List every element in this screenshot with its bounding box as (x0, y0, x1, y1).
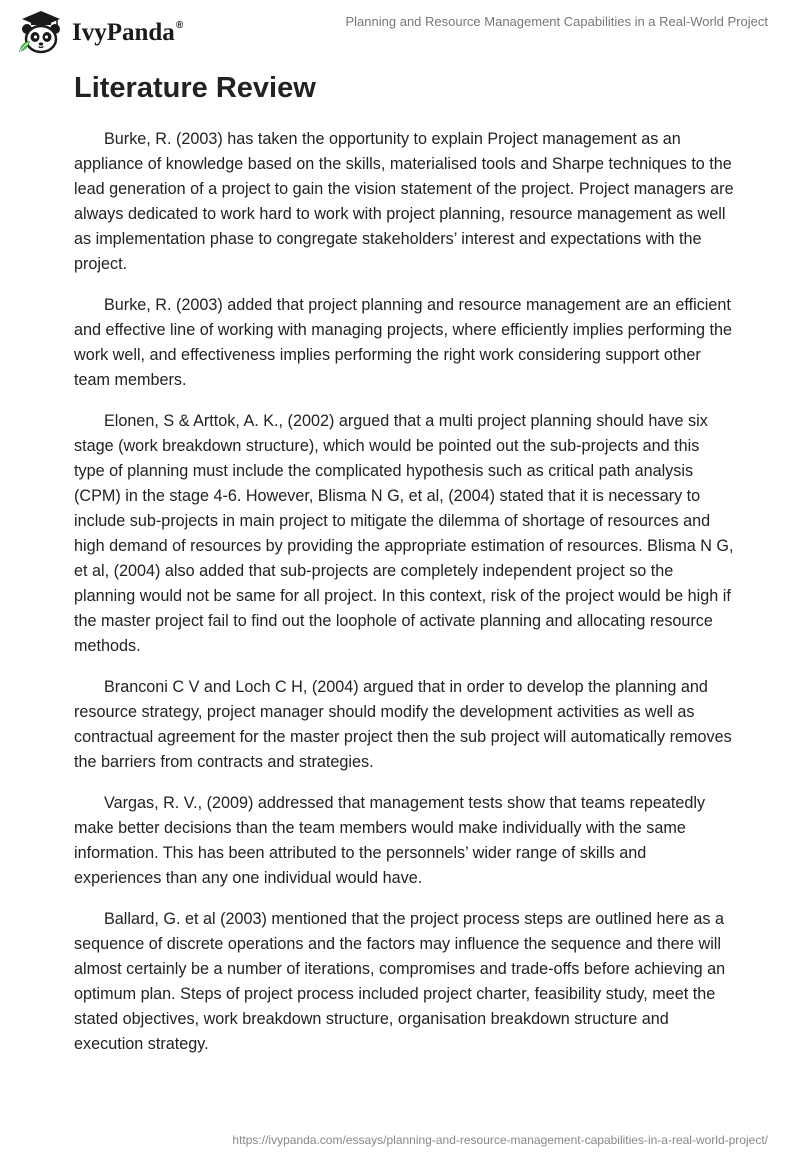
paragraph: Ballard, G. et al (2003) mentioned that the project process steps are outlined here as a sequence of discrete operations and the factors may influence the sequence and there will almost certainly be a number of iterations, compromises and trade-offs before achieving an optimum plan. Steps of project process included project charter, feasibility study, meet the stated objectives, work breakdown structure, organisation breakdown structure and execution strategy. (74, 910, 726, 1053)
brand-name-text: IvyPanda (72, 19, 175, 46)
brand-name (72, 19, 183, 47)
paragraph: Branconi C V and Loch C H, (2004) argued that in order to develop the planning and resource strategy, project manager should modify the development activities as well as contractual agreement for the master project then the sub project will automatically removes the barriers from contracts and strategies. (74, 678, 732, 771)
ivypanda-logo[interactable] (16, 8, 183, 58)
source-url-link[interactable]: https://ivypanda.com/essays/planning-and-resource-management-capabilities-in-a-real-world-project/ (232, 1133, 768, 1147)
essay-body (74, 127, 734, 1073)
panda-mascot-icon (16, 8, 66, 58)
paragraph: Burke, R. (2003) has taken the opportunity to explain Project management as an appliance of knowledge based on the skills, materialised tools and Sharpe techniques to the lead generation of a project to gain the vision statement of the project. Project managers are always dedicated to work hard to work with project planning, resource management as well as implementation phase to congregate stakeholders’ interest and expectations with the project. (74, 130, 734, 273)
paragraph: Burke, R. (2003) added that project planning and resource management are an efficient and effective line of working with managing projects, where efficiently implies performing the work well, and effectiveness implies performing the right work considering support other team members. (74, 296, 733, 389)
document-title: Planning and Resource Management Capabilities in a Real-World Project (345, 14, 768, 29)
section-heading: Literature Review (74, 72, 316, 104)
page-header (0, 0, 800, 64)
paragraph: Elonen, S & Arttok, A. K., (2002) argued that a multi project planning should have six stage (work breakdown structure), which would be pointed out the sub-projects and this type of planning must include the complicated hypothesis such as critical path analysis (CPM) in the stage 4-6. However, Blisma N G, et al, (2004) stated that it is necessary to include sub-projects in main project to mitigate the dilemma of shortage of resources and high demand of resources by providing the appropriate estimation of resources. Blisma N G, et al, (2004) also added that sub-projects are completely independent project so the planning would not be same for all project. In this context, risk of the project would be high if the master project fail to find out the loophole of activate planning and allocating resource methods. (74, 412, 734, 655)
registered-mark: ® (175, 20, 184, 31)
paragraph: Vargas, R. V., (2009) addressed that management tests show that teams repeatedly make better decisions than the team members would make individually with the same information. This has been attributed to the personnels’ wider range of skills and experiences than any one individual would have. (74, 794, 706, 887)
